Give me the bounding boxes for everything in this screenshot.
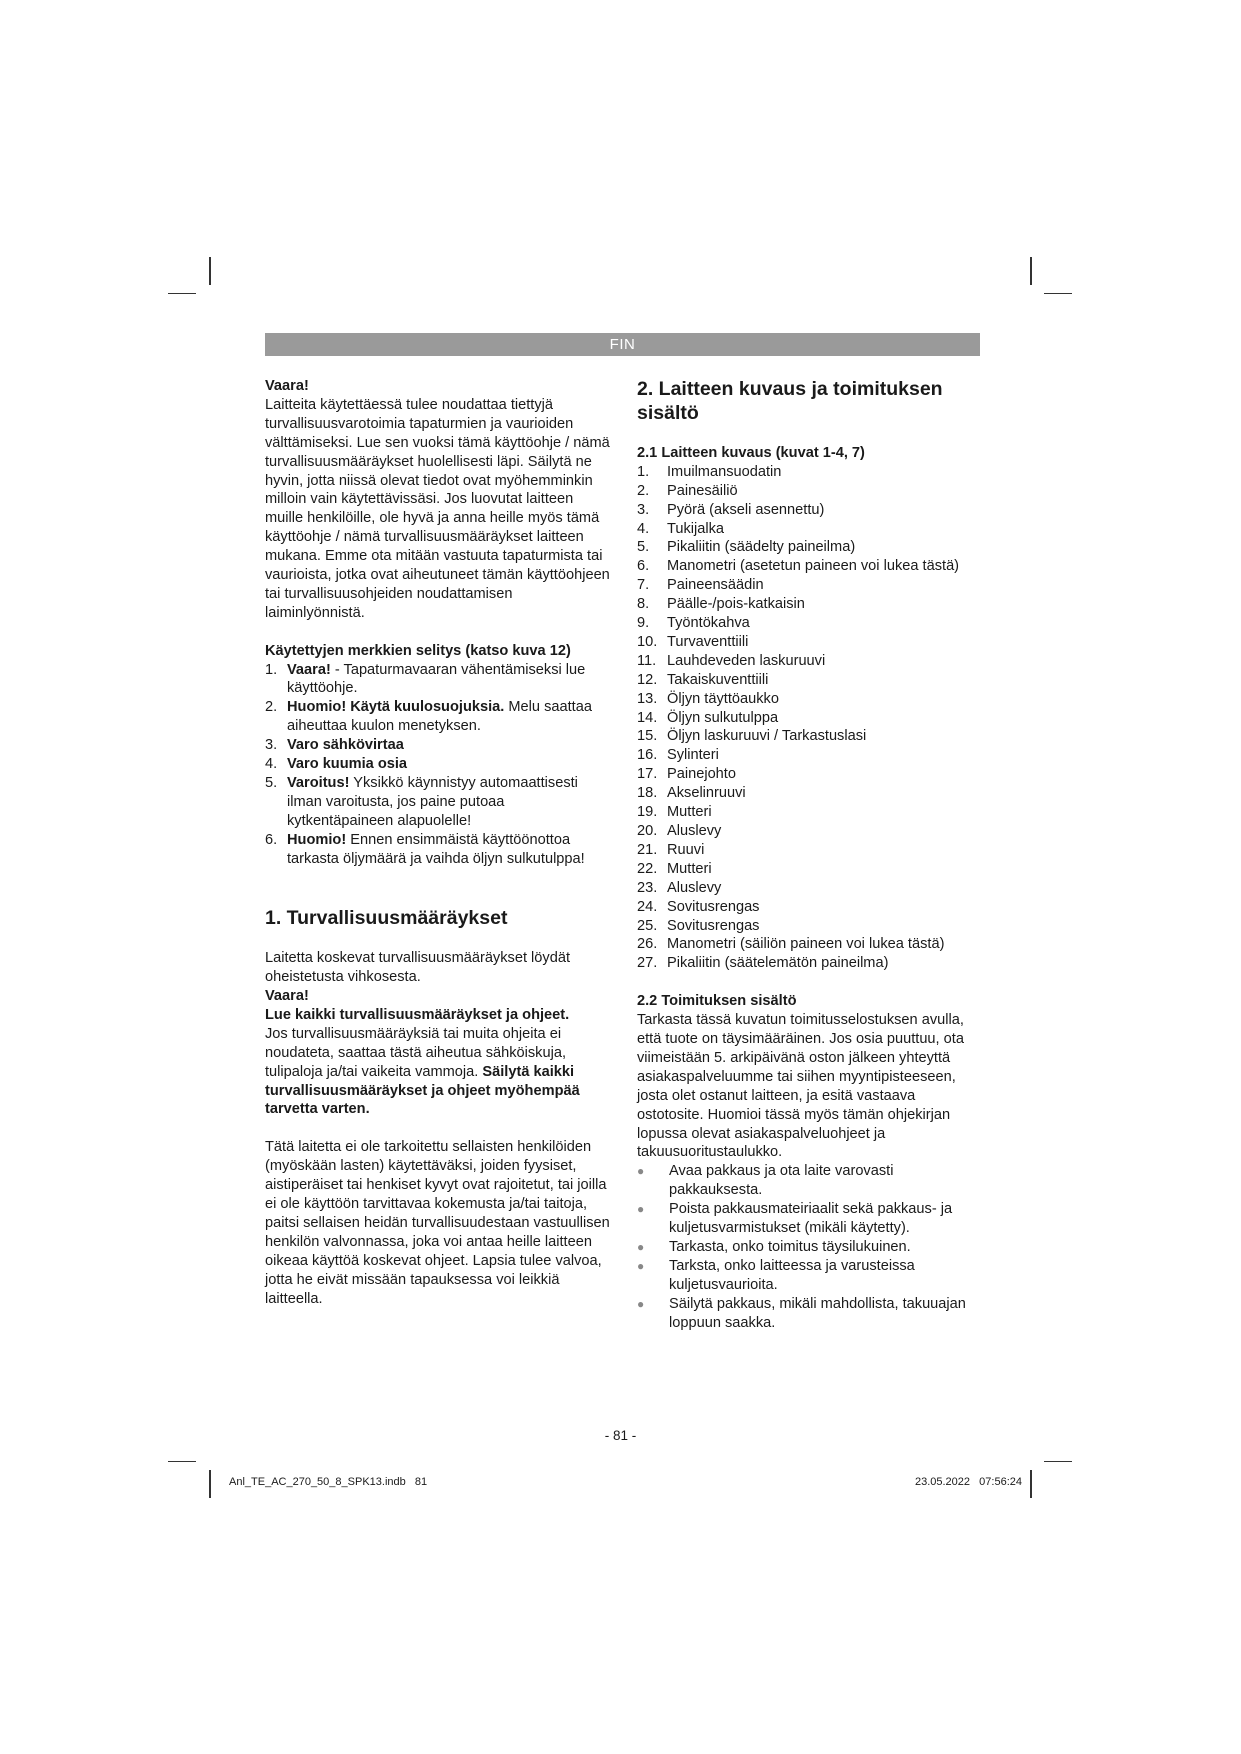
part-item: 2. Painesäiliö bbox=[637, 482, 738, 499]
crop-mark bbox=[209, 1470, 211, 1498]
crop-mark bbox=[168, 1461, 196, 1462]
checklist-item: ● Tarksta, onko laitteessa ja varusteissa kuljetusvaurioita. bbox=[637, 1257, 915, 1293]
bullet-icon: ● bbox=[637, 1296, 645, 1311]
right-column bbox=[637, 377, 982, 1332]
bullet-icon: ● bbox=[637, 1164, 645, 1179]
left-column bbox=[265, 377, 610, 1308]
section1-intro: Laitetta koskevat turvallisuusmääräykset löydät oheistetusta vihkosesta. bbox=[265, 950, 570, 986]
bullet-icon: ● bbox=[637, 1202, 645, 1217]
bullet-icon: ● bbox=[637, 1239, 645, 1254]
list-item: 5. Varoitus! Yksikkö käynnistyy automaattisesti ilman varoitusta, jos paine putoaa kytkentäpaineen alapuolelle! bbox=[265, 775, 578, 829]
delivery-text: Tarkasta tässä kuvatun toimitusselostuksen avulla, että tuote on täysimääräinen. Jos osia puuttuu, ota viimeistään 5. arkipäivänä oston jälkeen yhteyttä asiakaspalveluumme tai siihen myyntipisteeseen, josta olet ostanut laitteen, ja esitä vastaava ostotosite. Huomioi tässä myös tämän ohjekirjan lopussa olevat asiakaspalveluohjeet ja takuusuoritustaulukko. bbox=[637, 1012, 964, 1161]
part-item: 22. Mutteri bbox=[637, 860, 712, 877]
part-item: 19. Mutteri bbox=[637, 804, 712, 821]
part-item: 6. Manometri (asetetun paineen voi lukea tästä) bbox=[637, 558, 960, 575]
section1-persons: Tätä laitetta ei ole tarkoitettu sellaisten henkilöiden (myöskään lasten) käytettäväksi, joiden fyysiset, aistiperäiset tai henkiset kyvyt ovat rajoitetut, tai joilla ei ole käyttöön tarvittavaa kokemusta ja/tai taitoja, paitsi sellaisen heidän turvallisuudestaan vastuullisen henkilön valvonnassa, joka voi antaa heille laitteen oikeaa käyttöä koskevat ohjeet. Lapsia tulee valvoa, jotta he eivät missään tapauksessa voi leikkiä laitteella. bbox=[265, 1139, 610, 1307]
part-item: 24. Sovitusrengas bbox=[637, 898, 760, 915]
part-item: 21. Ruuvi bbox=[637, 841, 705, 858]
part-item: 5. Pikaliitin (säädelty paineilma) bbox=[637, 539, 856, 556]
crop-mark bbox=[168, 293, 196, 294]
language-header: FIN bbox=[265, 333, 980, 356]
section1-heading: 1. Turvallisuusmääräykset bbox=[265, 907, 508, 930]
part-item: 10. Turvaventtiili bbox=[637, 633, 749, 650]
section1-text: Jos turvallisuusmääräyksiä tai muita ohjeita ei noudateta, saattaa tästä aiheutua sähköiskuja, tulipaloja ja/tai vaikeita vammoja. Säilytä kaikki turvallisuusmääräykset ja ohjeet myöhempää tarvetta varten. bbox=[265, 1025, 580, 1118]
checklist-item: ● Poista pakkausmateiriaalit sekä pakkaus- ja kuljetusvarmistukset (mikäli käytetty). bbox=[637, 1201, 953, 1237]
symbols-heading: Käytettyjen merkkien selitys (katso kuva 12) bbox=[265, 642, 571, 659]
crop-mark bbox=[209, 257, 211, 285]
part-item: 23. Aluslevy bbox=[637, 879, 722, 896]
sub21-heading: 2.1 Laitteen kuvaus (kuvat 1-4, 7) bbox=[637, 444, 865, 461]
crop-mark bbox=[1044, 293, 1072, 294]
sub22-heading: 2.2 Toimituksen sisältö bbox=[637, 993, 797, 1010]
warning-text: Laitteita käytettäessä tulee noudattaa tiettyjä turvallisuusvarotoimia tapaturmien ja vaurioiden välttämiseksi. Lue sen vuoksi tämä käyttöohje / nämä turvallisuusmääräykset huolellisesti läpi. Säilytä ne hyvin, jotta niissä olevat tiedot ovat myöhemminkin milloin vain käytettävissäsi. Jos luovutat laitteen muille henkilöille, ole hyvä ja anna heille myös tämä käyttöohje / nämä turvallisuusmääräykset laitteen mukana. Emme ota mitään vastuuta tapaturmista tai vaurioista, jotka ovat aiheutuneet tämän käyttöohjeen tai turvallisuusohjeiden noudattamisen laiminlyönnistä. bbox=[265, 396, 610, 621]
part-item: 25. Sovitusrengas bbox=[637, 917, 760, 934]
part-item: 8. Päälle-/pois-katkaisin bbox=[637, 596, 805, 613]
part-item: 13. Öljyn täyttöaukko bbox=[637, 690, 779, 707]
symbols-list bbox=[265, 661, 610, 869]
section1-read: Lue kaikki turvallisuusmääräykset ja ohjeet. bbox=[265, 1006, 570, 1023]
list-item: 1. Vaara! - Tapaturmavaaran vähentämiseksi lue käyttöohje. bbox=[265, 661, 586, 697]
delivery-checklist bbox=[637, 1162, 982, 1332]
crop-mark bbox=[1044, 1461, 1072, 1462]
part-item: 1. Imuilmansuodatin bbox=[637, 463, 782, 480]
part-item: 26. Manometri (säiliön paineen voi lukea tästä) bbox=[637, 936, 945, 953]
part-item: 4. Tukijalka bbox=[637, 520, 725, 537]
checklist-item: ● Avaa pakkaus ja ota laite varovasti pakkauksesta. bbox=[637, 1163, 894, 1199]
warning-title: Vaara! bbox=[265, 378, 309, 394]
part-item: 17. Painejohto bbox=[637, 766, 736, 783]
file-name: Anl_TE_AC_270_50_8_SPK13.indb 81 bbox=[229, 1476, 428, 1488]
crop-mark bbox=[1030, 257, 1032, 285]
print-timestamp: 23.05.2022 07:56:24 bbox=[914, 1476, 1022, 1488]
part-item: 16. Sylinteri bbox=[637, 747, 719, 764]
list-item: 4. Varo kuumia osia bbox=[265, 756, 408, 773]
part-item: 14. Öljyn sulkutulppa bbox=[637, 709, 779, 726]
part-item: 18. Akselinruuvi bbox=[637, 785, 746, 802]
parts-list bbox=[637, 463, 982, 973]
part-item: 27. Pikaliitin (säätelemätön paineilma) bbox=[637, 955, 889, 972]
list-item: 3. Varo sähkövirtaa bbox=[265, 737, 404, 754]
list-item: 2. Huomio! Käytä kuulosuojuksia. Melu saattaa aiheuttaa kuulon menetyksen. bbox=[265, 699, 592, 735]
part-item: 12. Takaiskuventtiili bbox=[637, 671, 769, 688]
part-item: 20. Aluslevy bbox=[637, 823, 722, 840]
part-item: 15. Öljyn laskuruuvi / Tarkastuslasi bbox=[637, 728, 867, 745]
list-item: 6. Huomio! Ennen ensimmäistä käyttöönottoa tarkasta öljymäärä ja vaihda öljyn sulkutulppa! bbox=[265, 831, 585, 867]
page-number: - 81 - bbox=[604, 1428, 637, 1443]
part-item: 3. Pyörä (akseli asennettu) bbox=[637, 501, 825, 518]
part-item: 9. Työntökahva bbox=[637, 615, 750, 632]
checklist-item: ● Säilytä pakkaus, mikäli mahdollista, takuuajan loppuun saakka. bbox=[637, 1295, 966, 1331]
part-item: 11. Lauhdeveden laskuruuvi bbox=[637, 652, 826, 669]
crop-mark bbox=[1030, 1470, 1032, 1498]
bullet-icon: ● bbox=[637, 1258, 645, 1273]
part-item: 7. Paineensäädin bbox=[637, 577, 764, 594]
section1-warning: Vaara! bbox=[265, 988, 309, 1005]
section2-heading: 2. Laitteen kuvaus ja toimituksen sisältö bbox=[637, 378, 943, 424]
checklist-item: ● Tarkasta, onko toimitus täysilukuinen. bbox=[637, 1238, 911, 1255]
